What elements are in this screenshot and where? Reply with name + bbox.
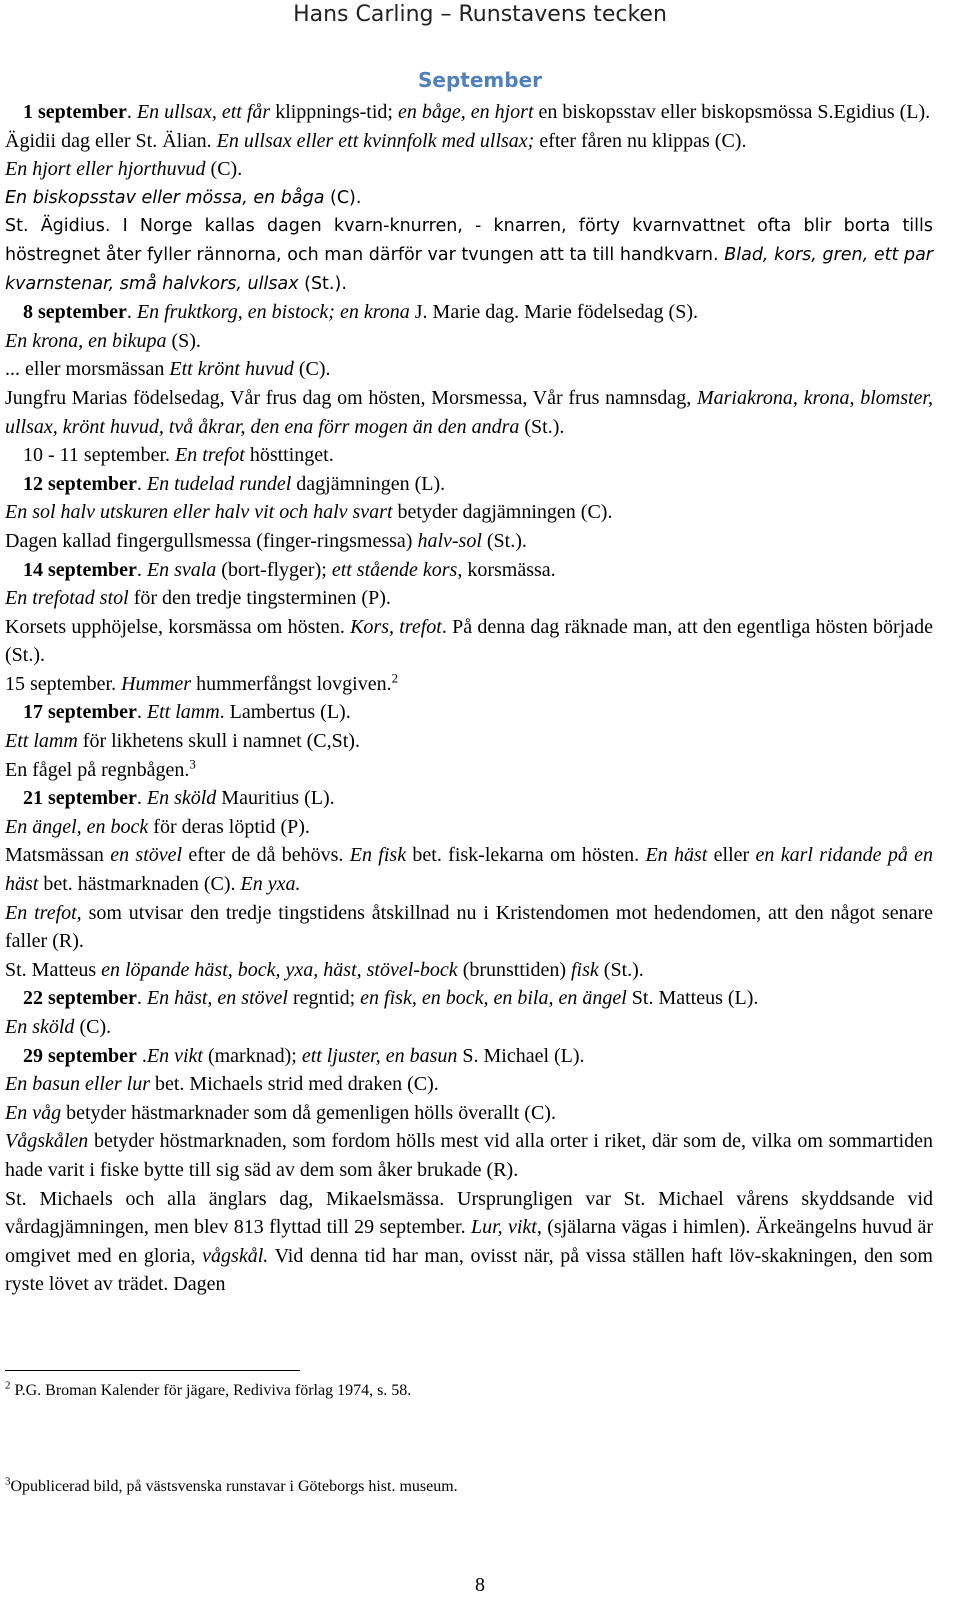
text-run: Dagen kallad fingergullsmessa (finger-ringsmessa) — [5, 529, 418, 552]
text-run: (St.). — [481, 529, 527, 552]
text-run: . — [136, 558, 147, 581]
text-run: 29 september — [23, 1044, 137, 1067]
text-run: 12 september — [23, 472, 137, 495]
text-run: (brunsttiden) — [457, 958, 571, 981]
text-run: efter de då behövs. — [182, 844, 350, 867]
text-run: . Lambertus (L). — [219, 701, 351, 724]
text-run: En häst — [645, 844, 708, 867]
running-header: Hans Carling – Runstavens tecken — [293, 2, 667, 27]
text-run: efter fåren nu klippas (C). — [534, 129, 747, 152]
paragraph — [5, 784, 933, 813]
text-run: J. Marie dag. Marie födelsedag (S). — [409, 301, 698, 324]
text-run: En trefot, — [5, 901, 82, 924]
paragraph — [5, 498, 933, 527]
text-run: (St.). — [298, 273, 347, 294]
paragraph — [5, 384, 933, 441]
text-run: En våg — [5, 1101, 62, 1124]
paragraph — [5, 327, 933, 356]
text-run: som utvisar den tredje tingstidens åtskillnad nu i Kristendomen mot hedendomen, att den något senare faller (R). — [5, 901, 933, 953]
text-run: (C). — [74, 1016, 112, 1038]
text-run: En tudelad rundel — [146, 472, 292, 495]
text-run: (St.). — [598, 958, 644, 981]
footnote-ref: 3 — [189, 756, 196, 771]
paragraph — [5, 470, 933, 499]
footnote-3 — [5, 1475, 458, 1496]
paragraph — [5, 813, 933, 842]
text-run: en löpande häst, bock, yxa, häst, stövel-bock — [101, 958, 458, 981]
text-run: 8 september — [23, 301, 127, 324]
text-run: Ett krönt huvud — [169, 358, 294, 381]
text-run: (C). — [205, 158, 243, 181]
text-run: St. Ägidius. — [5, 216, 111, 237]
text-run: En ullsax eller ett kvinnfolk med ullsax; — [216, 129, 535, 152]
text-run: Matsmässan — [5, 844, 111, 867]
text-run: vågskål. — [202, 1244, 269, 1267]
text-run: S. Michael (L). — [457, 1044, 585, 1067]
text-run: halv-sol — [417, 529, 482, 552]
text-run: Mauritius (L). — [216, 787, 335, 810]
text-run: 15 september. — [5, 672, 122, 695]
paragraph — [5, 1185, 933, 1299]
text-run: En hjort eller hjorthuvud — [5, 158, 206, 181]
text-run: St. Matteus (L). — [626, 987, 759, 1010]
text-run: En trefot — [175, 444, 245, 467]
paragraph — [5, 184, 933, 213]
text-run: En sköld — [146, 787, 217, 810]
text-run: fisk — [571, 958, 599, 981]
text-run: Ägidii dag eller St. Älian. — [5, 129, 217, 152]
text-run: hummerfångst lovgiven. — [191, 672, 392, 695]
text-run: (C). — [293, 358, 331, 381]
paragraph — [5, 1099, 933, 1128]
text-run: , korsmässa. — [457, 558, 556, 581]
text-run: . — [136, 787, 147, 810]
text-run: 17 september — [23, 701, 137, 724]
text-run: En sol halv utskuren eller halv vit och halv svart — [5, 501, 393, 524]
text-run: bet. hästmarknaden (C). — [38, 873, 241, 896]
paragraph — [5, 1127, 933, 1184]
text-run: Lur, vikt — [470, 1216, 537, 1239]
text-run: 1 september — [23, 101, 127, 123]
text-run: Vågskålen — [5, 1130, 89, 1153]
text-run: En basun eller lur — [5, 1073, 150, 1096]
text-run: Vid denna tid har man, ovisst när, på vissa ställen haft löv-skakningen, den som ryste lövet av trädet. Dagen — [5, 1244, 933, 1296]
text-run: 22 september — [23, 987, 137, 1010]
paragraph — [5, 727, 933, 756]
footnote-number: 3 — [5, 1475, 11, 1488]
text-run: för den tredje tingsterminen (P). — [128, 587, 391, 610]
text-run: . — [126, 101, 137, 123]
text-run: . — [136, 701, 147, 724]
month-heading: September — [418, 68, 542, 92]
paragraph — [5, 355, 933, 384]
paragraph — [5, 756, 933, 785]
footnote-text: P.G. Broman Kalender för jägare, Rediviva förlag 1974, s. 58. — [10, 1382, 412, 1399]
footnote-number: 2 — [5, 1379, 11, 1392]
paragraph — [5, 212, 933, 298]
paragraph — [5, 698, 933, 727]
text-run: En vikt — [146, 1044, 203, 1067]
text-run: dagjämningen (L). — [291, 472, 446, 495]
text-run: Blad, kors, gren, ett par kvarnstenar, små halvkors, ullsax — [5, 244, 933, 294]
text-run: En trefotad stol — [5, 587, 129, 610]
text-run: en fisk, en bock, en bila, en ängel — [360, 987, 627, 1010]
text-run: En häst, en stövel — [146, 987, 288, 1010]
text-run: St. Michaels och alla änglars dag, Mikaelsmässa. Ursprungligen var St. Michael vårens skyddsande vid vårdagjämningen, men blev 813 flyttad till 29 september. — [5, 1187, 933, 1239]
text-run: ett stående kors — [331, 558, 458, 581]
footnote-divider — [5, 1370, 300, 1371]
text-run: En krona, en bikupa — [5, 329, 167, 352]
text-run: Korsets upphöjelse, korsmässa om hösten. — [5, 615, 351, 638]
text-run: Ett lamm — [5, 730, 78, 753]
paragraph — [5, 1042, 933, 1071]
text-run: hösttinget. — [244, 444, 334, 467]
text-run: en stövel — [110, 844, 183, 867]
text-run: . — [136, 987, 147, 1010]
paragraph — [5, 956, 933, 985]
text-run: S.Egidius (L). — [817, 101, 931, 123]
text-run: En ängel, en bock — [5, 815, 149, 838]
text-run: I Norge kallas dagen kvarn-knurren, - knarren, förty kvarnvattnet ofta blir borta tills höstregnet åter fyller rännorna, och man därför var tvungen att ta till handkvarn. — [5, 216, 934, 265]
text-run: , (själarna vägas i himlen). Ärkeängelns huvud är omgivet med en gloria, — [5, 1216, 933, 1267]
text-run: en biskopsstav eller biskopsmössa — [533, 101, 818, 123]
text-run: Mariakrona, krona, blomster, ullsax, krönt huvud, två åkrar, den ena förr mogen än den andra — [5, 386, 933, 438]
text-run: bet. Michaels strid med draken (C). — [150, 1073, 439, 1096]
text-run: . — [136, 472, 147, 495]
text-run: en båge, en hjort — [397, 101, 534, 123]
text-run: (C). — [324, 187, 362, 208]
text-run: 10 - 11 september. — [23, 444, 176, 467]
text-run: regntid; — [287, 987, 361, 1010]
text-run: En ullsax, ett får — [136, 101, 271, 123]
text-run: betyder höstmarknaden, som fordom hölls mest vid alla orter i riket, där som de, vilka om sommartiden hade varit i fiske bytte till sig säd av dem som åker brukade (R). — [5, 1130, 933, 1181]
paragraph — [5, 1070, 933, 1099]
body-text — [5, 98, 933, 1299]
paragraph — [5, 155, 933, 184]
footnote-2 — [5, 1379, 412, 1400]
paragraph — [5, 584, 933, 613]
text-run: Ett lamm — [146, 701, 220, 724]
text-run: för deras löptid (P). — [148, 815, 310, 838]
text-run: En fågel på regnbågen. — [5, 758, 190, 781]
text-run: (St.). — [519, 415, 565, 438]
text-run: ett ljuster, en basun — [301, 1044, 458, 1067]
text-run: Kors, trefot — [350, 615, 442, 638]
text-run: 21 september — [23, 787, 137, 810]
text-run: St. Matteus — [5, 958, 102, 981]
text-run: En biskopsstav eller mössa, en båga — [5, 187, 325, 208]
text-run: för likhetens skull i namnet (C,St). — [77, 730, 360, 753]
footnote-text: Opublicerad bild, på västsvenska runstavar i Göteborgs hist. museum. — [10, 1478, 458, 1495]
text-run: (S). — [166, 329, 201, 352]
text-run: klippnings-tid; — [270, 101, 398, 123]
text-run: 14 september — [23, 558, 137, 581]
paragraph — [5, 841, 933, 898]
page-number: 8 — [475, 1574, 485, 1596]
paragraph — [5, 984, 933, 1013]
paragraph — [5, 298, 933, 327]
text-run: En yxa. — [240, 873, 301, 896]
paragraph — [5, 98, 933, 127]
text-run: En sköld — [5, 1016, 75, 1038]
paragraph — [5, 527, 933, 556]
text-run: betyder dagjämningen (C). — [392, 501, 613, 524]
paragraph — [5, 556, 933, 585]
paragraph — [5, 613, 933, 670]
text-run: . På denna dag räknade man, att den egentliga hösten började (St.). — [5, 615, 933, 667]
text-run: En fruktkorg, en bistock; en krona — [136, 301, 410, 324]
text-run: eller — [707, 844, 756, 867]
paragraph — [5, 899, 933, 956]
text-run: (marknad); — [202, 1044, 302, 1067]
text-run: bet. fisk-lekarna om hösten. — [406, 844, 646, 867]
text-run: En fisk — [349, 844, 407, 867]
text-run: . — [126, 301, 137, 324]
text-run: Hummer — [121, 672, 192, 695]
text-run: en karl ridande på en häst — [5, 844, 934, 896]
text-run: En svala — [146, 558, 217, 581]
text-run: ... eller morsmässan — [5, 358, 170, 381]
text-run: Jungfru Marias födelsedag, Vår frus dag om hösten, Morsmessa, Vår frus namnsdag, — [5, 386, 697, 409]
text-run: betyder hästmarknader som då gemenligen hölls överallt (C). — [61, 1101, 556, 1124]
paragraph — [5, 441, 933, 470]
footnote-ref: 2 — [391, 670, 399, 686]
text-run: . — [136, 1044, 147, 1067]
text-run: (bort-flyger); — [216, 558, 332, 581]
paragraph — [5, 670, 933, 699]
paragraph — [5, 127, 933, 156]
paragraph — [5, 1013, 933, 1042]
